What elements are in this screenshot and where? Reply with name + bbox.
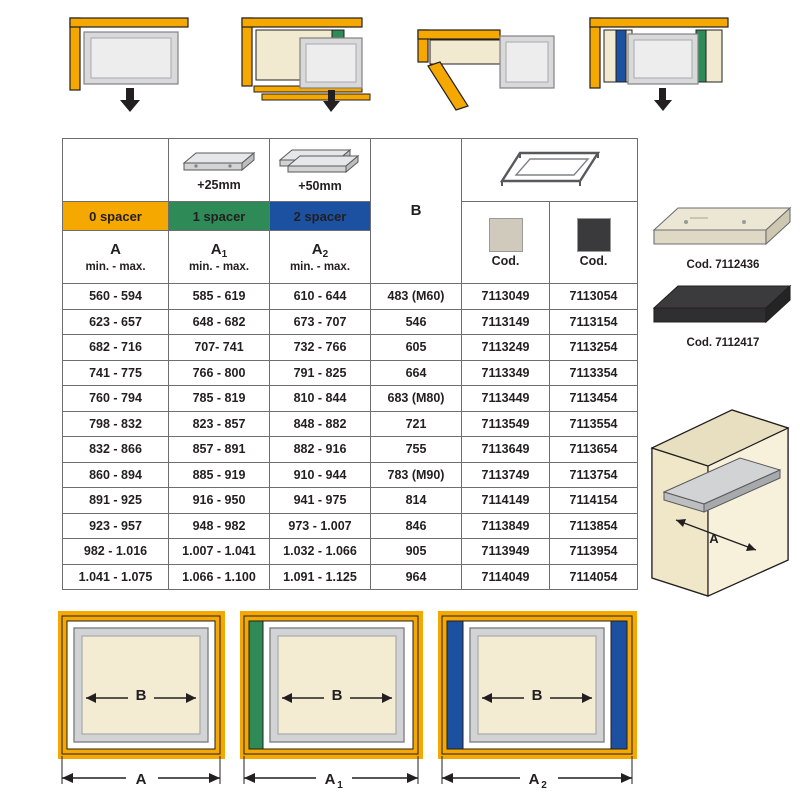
right-product-list [648,200,798,350]
cell-a: 760 - 794 [63,386,169,412]
header-cell-a [63,231,169,284]
bottom-figure-a1 [240,608,470,800]
cell-a2: 673 - 707 [270,309,371,335]
header-cell-a1 [169,231,270,284]
table-row [63,309,638,335]
table-row [63,360,638,386]
cell-cod1: 7113049 [462,284,550,310]
product-item-dark-bar [648,278,798,350]
header-label-b: B [410,202,422,220]
cell-cod1: 7113849 [462,513,550,539]
table-icon-row [63,139,638,202]
cell-a1: 707- 741 [169,335,270,361]
product-item-light-bar [648,200,798,272]
swatch-beige [489,218,523,252]
cell-a: 923 - 957 [63,513,169,539]
cell-a2: 1.091 - 1.125 [270,564,371,590]
cell-cod2: 7113354 [550,360,638,386]
cell-a2: 732 - 766 [270,335,371,361]
bottom-inner-label-b: B [531,687,543,704]
cell-cod2: 7113854 [550,513,638,539]
icon-cell-empty [63,139,169,202]
icon-cell-50mm [270,139,371,202]
cell-a2: 1.032 - 1.066 [270,539,371,565]
cell-cod2: 7113454 [550,386,638,412]
cell-cod1: 7113149 [462,309,550,335]
bottom-outer-sub-a1: 1 [337,780,343,791]
rail-25mm-label: +25mm [197,177,241,192]
cod-swatch-cell-dark [550,202,638,284]
cell-cod1: 7113249 [462,335,550,361]
bottom-outer-label-a: A [135,771,147,788]
cell-cod2: 7113254 [550,335,638,361]
cell-b: 846 [371,513,462,539]
cell-a: 741 - 775 [63,360,169,386]
top-figure-3 [410,10,570,115]
dark-spacer-bar-icon [648,278,798,332]
top-figure-2 [236,10,396,115]
table-row [63,437,638,463]
cell-a: 682 - 716 [63,335,169,361]
cell-a1: 948 - 982 [169,513,270,539]
cell-a2: 610 - 644 [270,284,371,310]
cell-a1: 1.066 - 1.100 [169,564,270,590]
header-minmax-a2: min. - max. [289,260,351,273]
cell-cod2: 7114054 [550,564,638,590]
cell-b: 546 [371,309,462,335]
table-row [63,386,638,412]
icon-cell-frame [462,139,638,202]
product-caption-dark: Cod. 7112417 [686,337,760,349]
header-label-a2: A [311,241,323,259]
cell-a2: 810 - 844 [270,386,371,412]
cell-a: 560 - 594 [63,284,169,310]
table-row [63,539,638,565]
cell-b: 905 [371,539,462,565]
cell-cod2: 7113654 [550,437,638,463]
cell-a2: 910 - 944 [270,462,371,488]
header-cell-b [371,139,462,284]
cell-a2: 791 - 825 [270,360,371,386]
cell-b: 683 (M80) [371,386,462,412]
bottom-figure-a2 [438,608,668,800]
cell-cod1: 7114149 [462,488,550,514]
cell-a1: 857 - 891 [169,437,270,463]
cell-b: 664 [371,360,462,386]
top-diagram-strip [0,0,800,122]
cell-cod2: 7113054 [550,284,638,310]
cell-a2: 882 - 916 [270,437,371,463]
spacer-badge-1: 1 spacer [169,202,270,231]
cell-cod1: 7113649 [462,437,550,463]
cell-a2: 941 - 975 [270,488,371,514]
header-label-a: A [110,241,121,259]
cell-cod2: 7114154 [550,488,638,514]
cell-cod1: 7113349 [462,360,550,386]
cell-cod2: 7113554 [550,411,638,437]
cell-cod1: 7113749 [462,462,550,488]
light-spacer-bar-icon [648,200,798,254]
bottom-inner-label-b: B [331,687,343,704]
header-minmax-a: min. - max. [85,260,146,273]
cell-a1: 916 - 950 [169,488,270,514]
cell-cod1: 7114049 [462,564,550,590]
header-sub-a1: 1 [221,249,228,261]
bottom-figures-strip [0,608,800,800]
table-row [63,488,638,514]
cell-a: 623 - 657 [63,309,169,335]
double-rail-icon [278,148,362,174]
table-row [63,335,638,361]
cell-a1: 585 - 619 [169,284,270,310]
cell-a: 860 - 894 [63,462,169,488]
cell-a: 798 - 832 [63,411,169,437]
header-label-a1: A [210,241,222,259]
table-row [63,564,638,590]
cell-b: 814 [371,488,462,514]
cell-a: 982 - 1.016 [63,539,169,565]
cell-a2: 973 - 1.007 [270,513,371,539]
cell-b: 483 (M60) [371,284,462,310]
cabinet-perspective-figure [640,400,800,600]
cell-cod1: 7113549 [462,411,550,437]
product-caption-light: Cod. 7112436 [686,259,760,271]
rail-50mm-label: +50mm [298,178,342,193]
cell-a1: 785 - 819 [169,386,270,412]
cod-header-2: Cod. [579,253,608,268]
swatch-dark [577,218,611,252]
table-row [63,411,638,437]
table-spacer-row [63,202,638,231]
cell-a: 891 - 925 [63,488,169,514]
table-row [63,513,638,539]
header-minmax-a1: min. - max. [188,260,250,273]
spacer-badge-2: 2 spacer [270,202,371,231]
cabinet-dimension-a: A [709,531,719,546]
cell-a1: 1.007 - 1.041 [169,539,270,565]
cod-swatch-cell-beige [462,202,550,284]
cell-b: 964 [371,564,462,590]
cell-a: 1.041 - 1.075 [63,564,169,590]
top-figure-1 [62,10,222,115]
cell-b: 755 [371,437,462,463]
bottom-outer-label-a1: A [324,771,336,788]
cell-a1: 823 - 857 [169,411,270,437]
bottom-outer-sub-a2: 2 [541,780,547,791]
cod-header-1: Cod. [491,253,520,268]
cell-cod2: 7113154 [550,309,638,335]
cell-b: 721 [371,411,462,437]
icon-cell-25mm [169,139,270,202]
bottom-inner-label-b: B [135,687,147,704]
table-row [63,284,638,310]
single-rail-icon [180,149,258,173]
top-figure-4 [584,10,744,115]
cell-cod1: 7113949 [462,539,550,565]
frame-icon [494,147,606,191]
table-row [63,462,638,488]
specification-table [62,138,637,590]
header-sub-a2: 2 [322,249,329,261]
cell-b: 783 (M90) [371,462,462,488]
cell-a2: 848 - 882 [270,411,371,437]
cell-a1: 885 - 919 [169,462,270,488]
cell-a: 832 - 866 [63,437,169,463]
cell-a1: 648 - 682 [169,309,270,335]
cell-cod1: 7113449 [462,386,550,412]
cell-b: 605 [371,335,462,361]
cell-a1: 766 - 800 [169,360,270,386]
spacer-badge-0: 0 spacer [63,202,169,231]
cell-cod2: 7113954 [550,539,638,565]
header-cell-a2 [270,231,371,284]
cell-cod2: 7113754 [550,462,638,488]
bottom-outer-label-a2: A [528,771,540,788]
